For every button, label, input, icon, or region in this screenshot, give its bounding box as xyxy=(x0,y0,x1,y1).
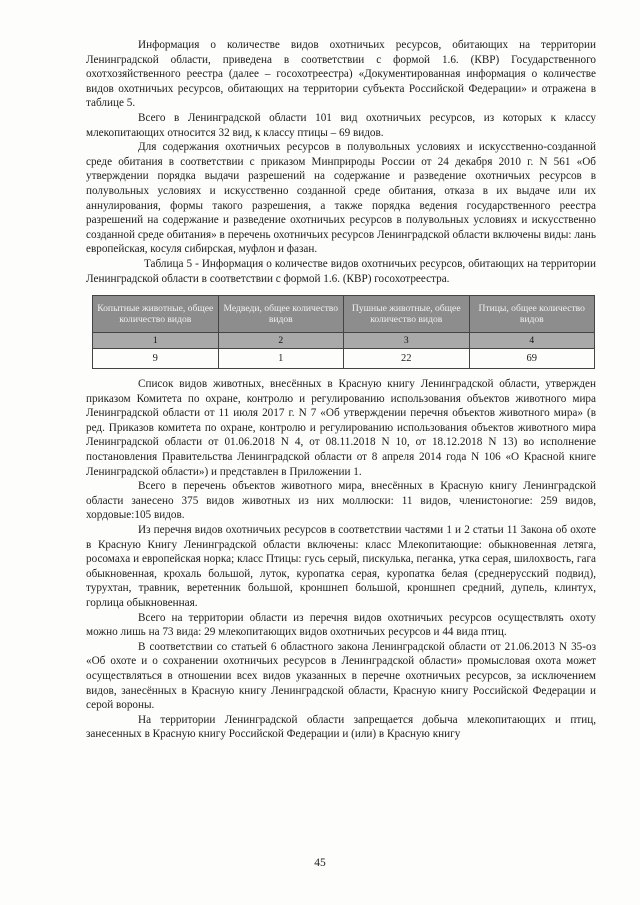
table-caption: Таблица 5 - Информация о количестве видов охотничьих ресурсов, обитающих на территории Ленинградской области в соответствии с формой 1.6. (КВР) госохотреестра. xyxy=(86,257,596,285)
paragraph-red-book-count: Всего в перечень объектов животного мира, внесённых в Красную книгу Ленинградской области занесено 375 видов животных из них моллюски: 11 видов, членистоногие: 259 видов, хордовые:105 видов. xyxy=(86,480,596,522)
value-birds: 69 xyxy=(469,349,595,369)
species-count-table xyxy=(92,295,595,369)
header-fur-animals: Пушные животные, общее количество видов xyxy=(344,296,470,333)
value-fur-animals: 22 xyxy=(344,349,470,369)
header-bears: Медведи, общее количество видов xyxy=(218,296,344,333)
paragraph-hunting-resources-info: Информация о количестве видов охотничьих ресурсов, обитающих на территории Ленинградской области, приведена в соответствии с формой 1.6. (КВР) Государственного охотхозяйственного реестра (далее – госохотреестра) «Документированная информация о количестве видов охотничьих ресурсов, обитающих на территории субъекта Российской Федерации» и отражена в таблице 5. xyxy=(86,39,596,110)
column-number-cell: 2 xyxy=(218,333,344,349)
page-number: 45 xyxy=(314,857,326,869)
column-number-cell: 1 xyxy=(93,333,219,349)
paragraph-allowed-hunting: Всего на территории области из перечня видов охотничьих ресурсов осуществлять охоту можно лишь на 73 вида: 29 млекопитающих видов охотничьих ресурсов и 44 вида птиц. xyxy=(86,611,596,639)
value-ungulates: 9 xyxy=(93,349,219,369)
table-values-row xyxy=(93,349,595,369)
paragraph-hunting-prohibition: На территории Ленинградской области запрещается добыча млекопитающих и птиц, занесенных в Красную книгу Российской Федерации и (или) в Красную книгу xyxy=(86,713,596,741)
column-number-cell: 4 xyxy=(469,333,595,349)
header-ungulates: Копытные животные, общее количество видов xyxy=(93,296,219,333)
paragraph-commercial-hunting: В соответствии со статьей 6 областного закона Ленинградской области от 21.06.2013 N 35-оз «Об охоте и о сохранении охотничьих ресурсов в Ленинградской области» промысловая охота может осуществляться в отношении всех видов указанных в перечне охотничьих ресурсов, за исключением видов, занесённых в Красную книгу Ленинградской области, Красную книгу Российской Федерации и серой вороны. xyxy=(86,640,596,712)
value-bears: 1 xyxy=(218,349,344,369)
table-column-number-row xyxy=(93,333,595,349)
paragraph-red-book-list: Список видов животных, внесённых в Красную книгу Ленинградской области, утвержден приказом Комитета по охране, контролю и регулированию использования объектов животного мира Ленинградской области от 11 июля 2017 г. N 7 «Об утверждении перечня объектов животного мира» (в ред. Приказов комитета по охране, контролю и регулированию использования объектов животного мира Ленинградской области от 01.06.2018 N 4, от 08.11.2018 N 10, от 18.12.2018 N 13) во исполнение постановления Правительства Ленинградской области от 8 апреля 2014 года N 106 «О Красной книге Ленинградской области») и представлен в Приложении 1. xyxy=(86,378,596,478)
table-header-row xyxy=(93,296,595,333)
column-number-cell: 3 xyxy=(344,333,470,349)
paragraph-red-book-hunting-species: Из перечня видов охотничьих ресурсов в соответствии частями 1 и 2 статьи 11 Закона об охоте в Красную Книгу Ленинградской области включены: класс Млекопитающие: обыкновенная летяга, росомаха и европейская норка; класс Птицы: гусь серый, пискулька, пеганка, утка серая, шилохвость, гага обыкновенная, крохаль большой, луток, куропатка серая, куропатка белая (среднерусский подвид), турухтан, травник, веретенник большой, кроншнеп большой, кроншнеп средний, дупель, клинтух, горлица обыкновенная. xyxy=(86,524,596,609)
paragraph-semi-free-keeping: Для содержания охотничьих ресурсов в полувольных условиях и искусственно-созданной среде обитания в соответствии с приказом Минприроды России от 24 декабря 2010 г. N 561 «Об утверждении порядка выдачи разрешений на содержание и разведение охотничьих ресурсов в полувольных условиях и искусственно созданной среде обитания, отказа в их выдаче или их аннулирования, формы такого разрешения, а также порядка ведения государственного реестра разрешений на содержание и разведение охотничьих ресурсов в полувольных условиях и искусственно созданной среде обитания» в перечень охотничьих ресурсов Ленинградской области включены виды: лань европейская, косуля сибирская, муфлон и фазан. xyxy=(86,141,596,256)
paragraph-species-total: Всего в Ленинградской области 101 вид охотничьих ресурсов, из которых к классу млекопитающих относится 32 вид, к классу птицы – 69 видов. xyxy=(86,111,596,139)
header-birds: Птицы, общее количество видов xyxy=(469,296,595,333)
